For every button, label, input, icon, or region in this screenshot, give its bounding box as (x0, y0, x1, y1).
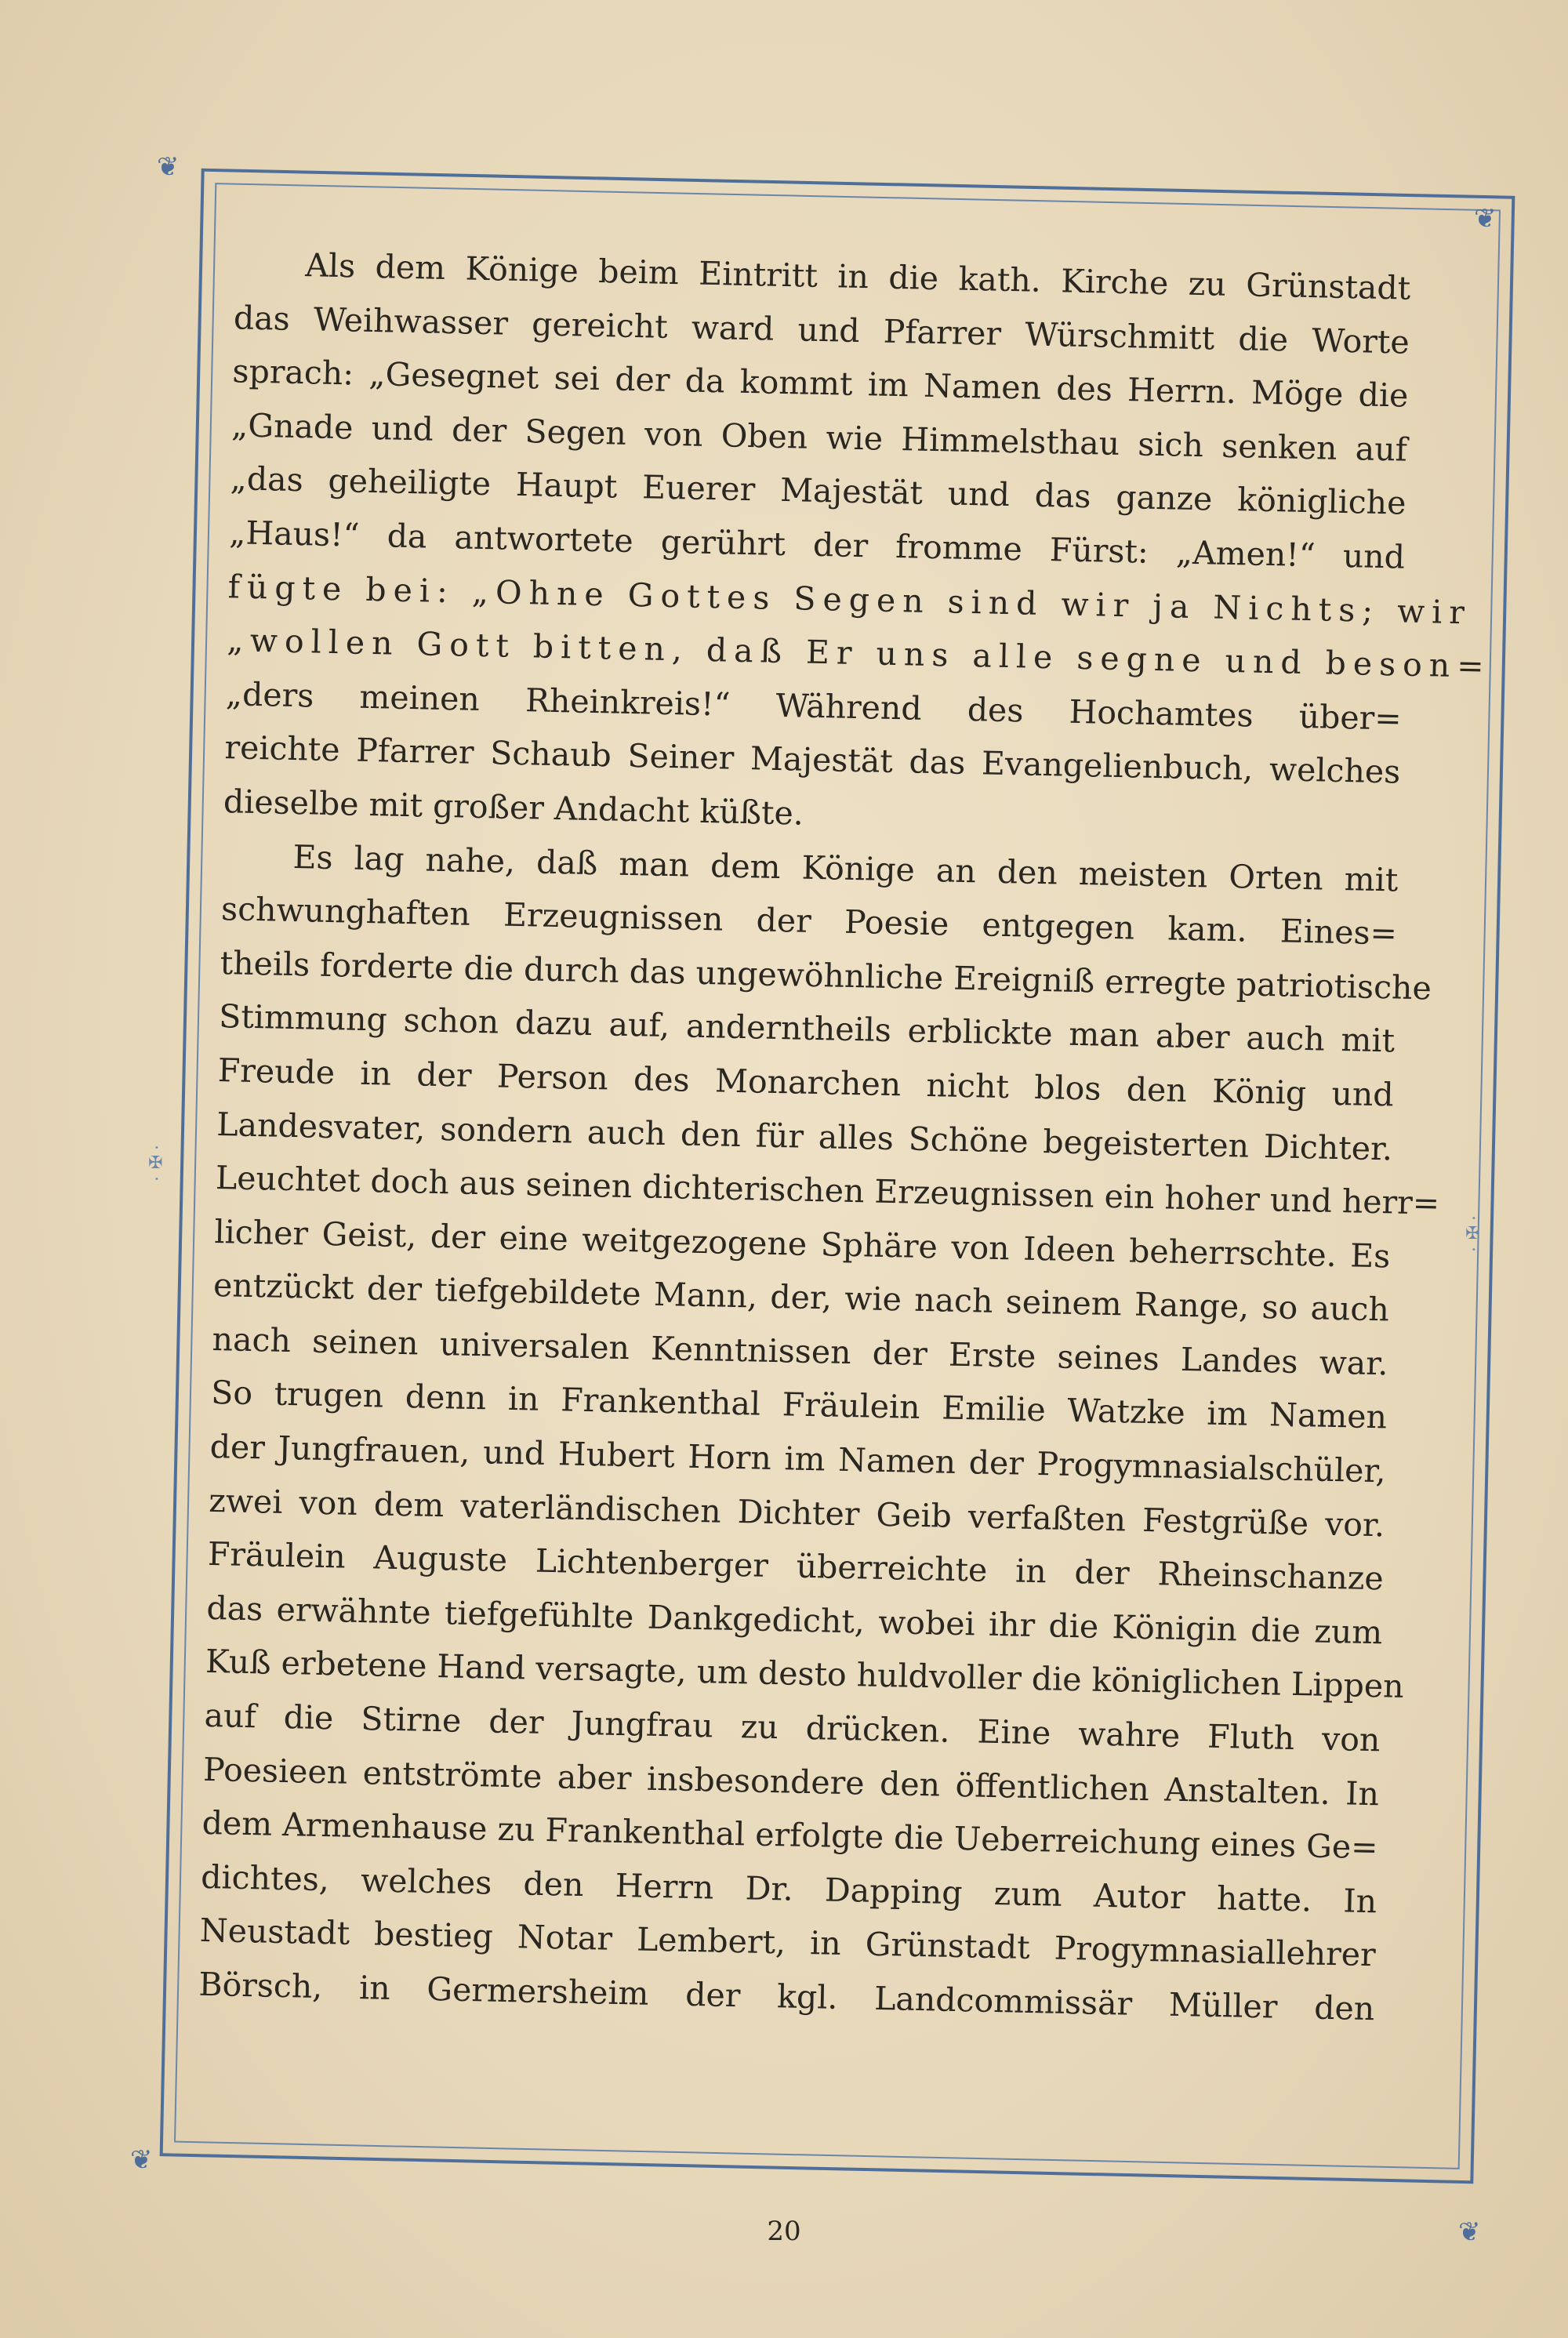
text-line: Als dem Könige beim Eintritt in die kath. Kirche zu Grünstadt (304, 246, 1411, 307)
text-line: Leuchtet doch aus seinen dichterischen Erzeugnissen ein hoher und herr= (215, 1159, 1440, 1222)
text-line: entzückt der tiefgebildete Mann, der, wie nach seinem Range, so auch (212, 1266, 1390, 1329)
text-line: sprach: „Gesegnet sei der da kommt im Namen des Herrn. Möge die (232, 352, 1409, 415)
text-line: theils forderte die durch das ungewöhnliche Ereigniß erregte patriotische (220, 943, 1432, 1007)
corner-ornament-bottom-right: ❦ (1458, 2216, 1481, 2248)
paragraph-1 (223, 237, 1492, 853)
text-line: Landesvater, sondern auch den für alles Schöne begeisterten Dichter. (216, 1105, 1393, 1167)
text-line: licher Geist, der eine weitgezogene Sphäre von Ideen beherrschte. Es (214, 1212, 1391, 1276)
main-text (198, 237, 1492, 2036)
corner-ornament-top-right: ❦ (1474, 203, 1497, 234)
text-line: Fräulein Auguste Lichtenberger überreichte in der Rheinschanze (207, 1535, 1385, 1598)
text-line: zwei von dem vaterländischen Dichter Geib verfaßten Festgrüße vor. (208, 1481, 1385, 1545)
text-line: Freude in der Person des Monarchen nicht blos den König und (217, 1051, 1395, 1114)
text-line: dichtes, welches den Herrn Dr. Dapping zum Autor hatte. In (200, 1857, 1377, 1921)
corner-ornament-top-left: ❦ (157, 151, 180, 183)
text-line: „das geheiligte Haupt Euerer Majestät und das ganze königliche (230, 459, 1406, 523)
text-line: „Gnade und der Segen von Oben wie Himmelsthau sich senken auf (230, 406, 1408, 469)
text-line: fügte bei: „Ohne Gottes Segen sind wir ja Nichts; wir (227, 567, 1472, 631)
text-line: Stimmung schon dazu auf, anderntheils erblickte man aber auch mit (218, 997, 1396, 1060)
text-line: „Haus!“ da antwortete gerührt der fromme Fürst: „Amen!“ und (228, 514, 1406, 576)
text-line: So trugen denn in Frankenthal Fräulein Emilie Watzke im Namen (210, 1374, 1388, 1436)
text-line: Kuß erbetene Hand versagte, um desto huldvoller die königlichen Lippen (205, 1643, 1405, 1706)
corner-ornament-bottom-left: ❦ (130, 2144, 153, 2176)
text-line: Poesieen entströmte aber insbesondere den öffentlichen Anstalten. In (202, 1750, 1380, 1813)
text-line: reichte Pfarrer Schaub Seiner Majestät das Evangelienbuch, welches (224, 728, 1401, 791)
text-line: Börsch, in Germersheim der kgl. Landcommissär Müller den (198, 1965, 1375, 2028)
text-line: nach seinen universalen Kenntnissen der Erste seines Landes war. (212, 1320, 1388, 1383)
text-line: dem Armenhause zu Frankenthal erfolgte die Ueberreichung eines Ge= (201, 1804, 1379, 1867)
text-line: schwunghaften Erzeugnissen der Poesie entgegen kam. Eines= (220, 890, 1398, 953)
text-line: auf die Stirne der Jungfrau zu drücken. Eine wahre Fluth von (204, 1696, 1381, 1759)
side-ornament-left: ·✠· (146, 1145, 165, 1185)
paragraph-2 (198, 829, 1440, 2036)
text-line: das erwähnte tiefgefühlte Dankgedicht, wobei ihr die Königin die zum (206, 1588, 1383, 1652)
text-line: der Jungfrauen, und Hubert Horn im Namen der Progymnasialschüler, (209, 1428, 1387, 1490)
text-line: „ders meinen Rheinkreis!“ Während des Hochamtes über= (225, 674, 1403, 738)
text-line: Neustadt bestieg Notar Lembert, in Grünstadt Progymnasiallehrer (199, 1911, 1377, 1974)
text-line: Es lag nahe, daß man dem Könige an den meisten Orten mit (292, 837, 1399, 899)
text-line: dieselbe mit großer Andacht küßte. (223, 782, 804, 833)
text-line: das Weihwasser gereicht ward und Pfarrer Würschmitt die Worte (233, 298, 1410, 361)
text-line: „wollen Gott bitten, daß Er uns alle segne und beson= (226, 621, 1492, 686)
side-ornament-right: ·✠· (1463, 1215, 1483, 1255)
page-number: 20 (767, 2216, 801, 2247)
